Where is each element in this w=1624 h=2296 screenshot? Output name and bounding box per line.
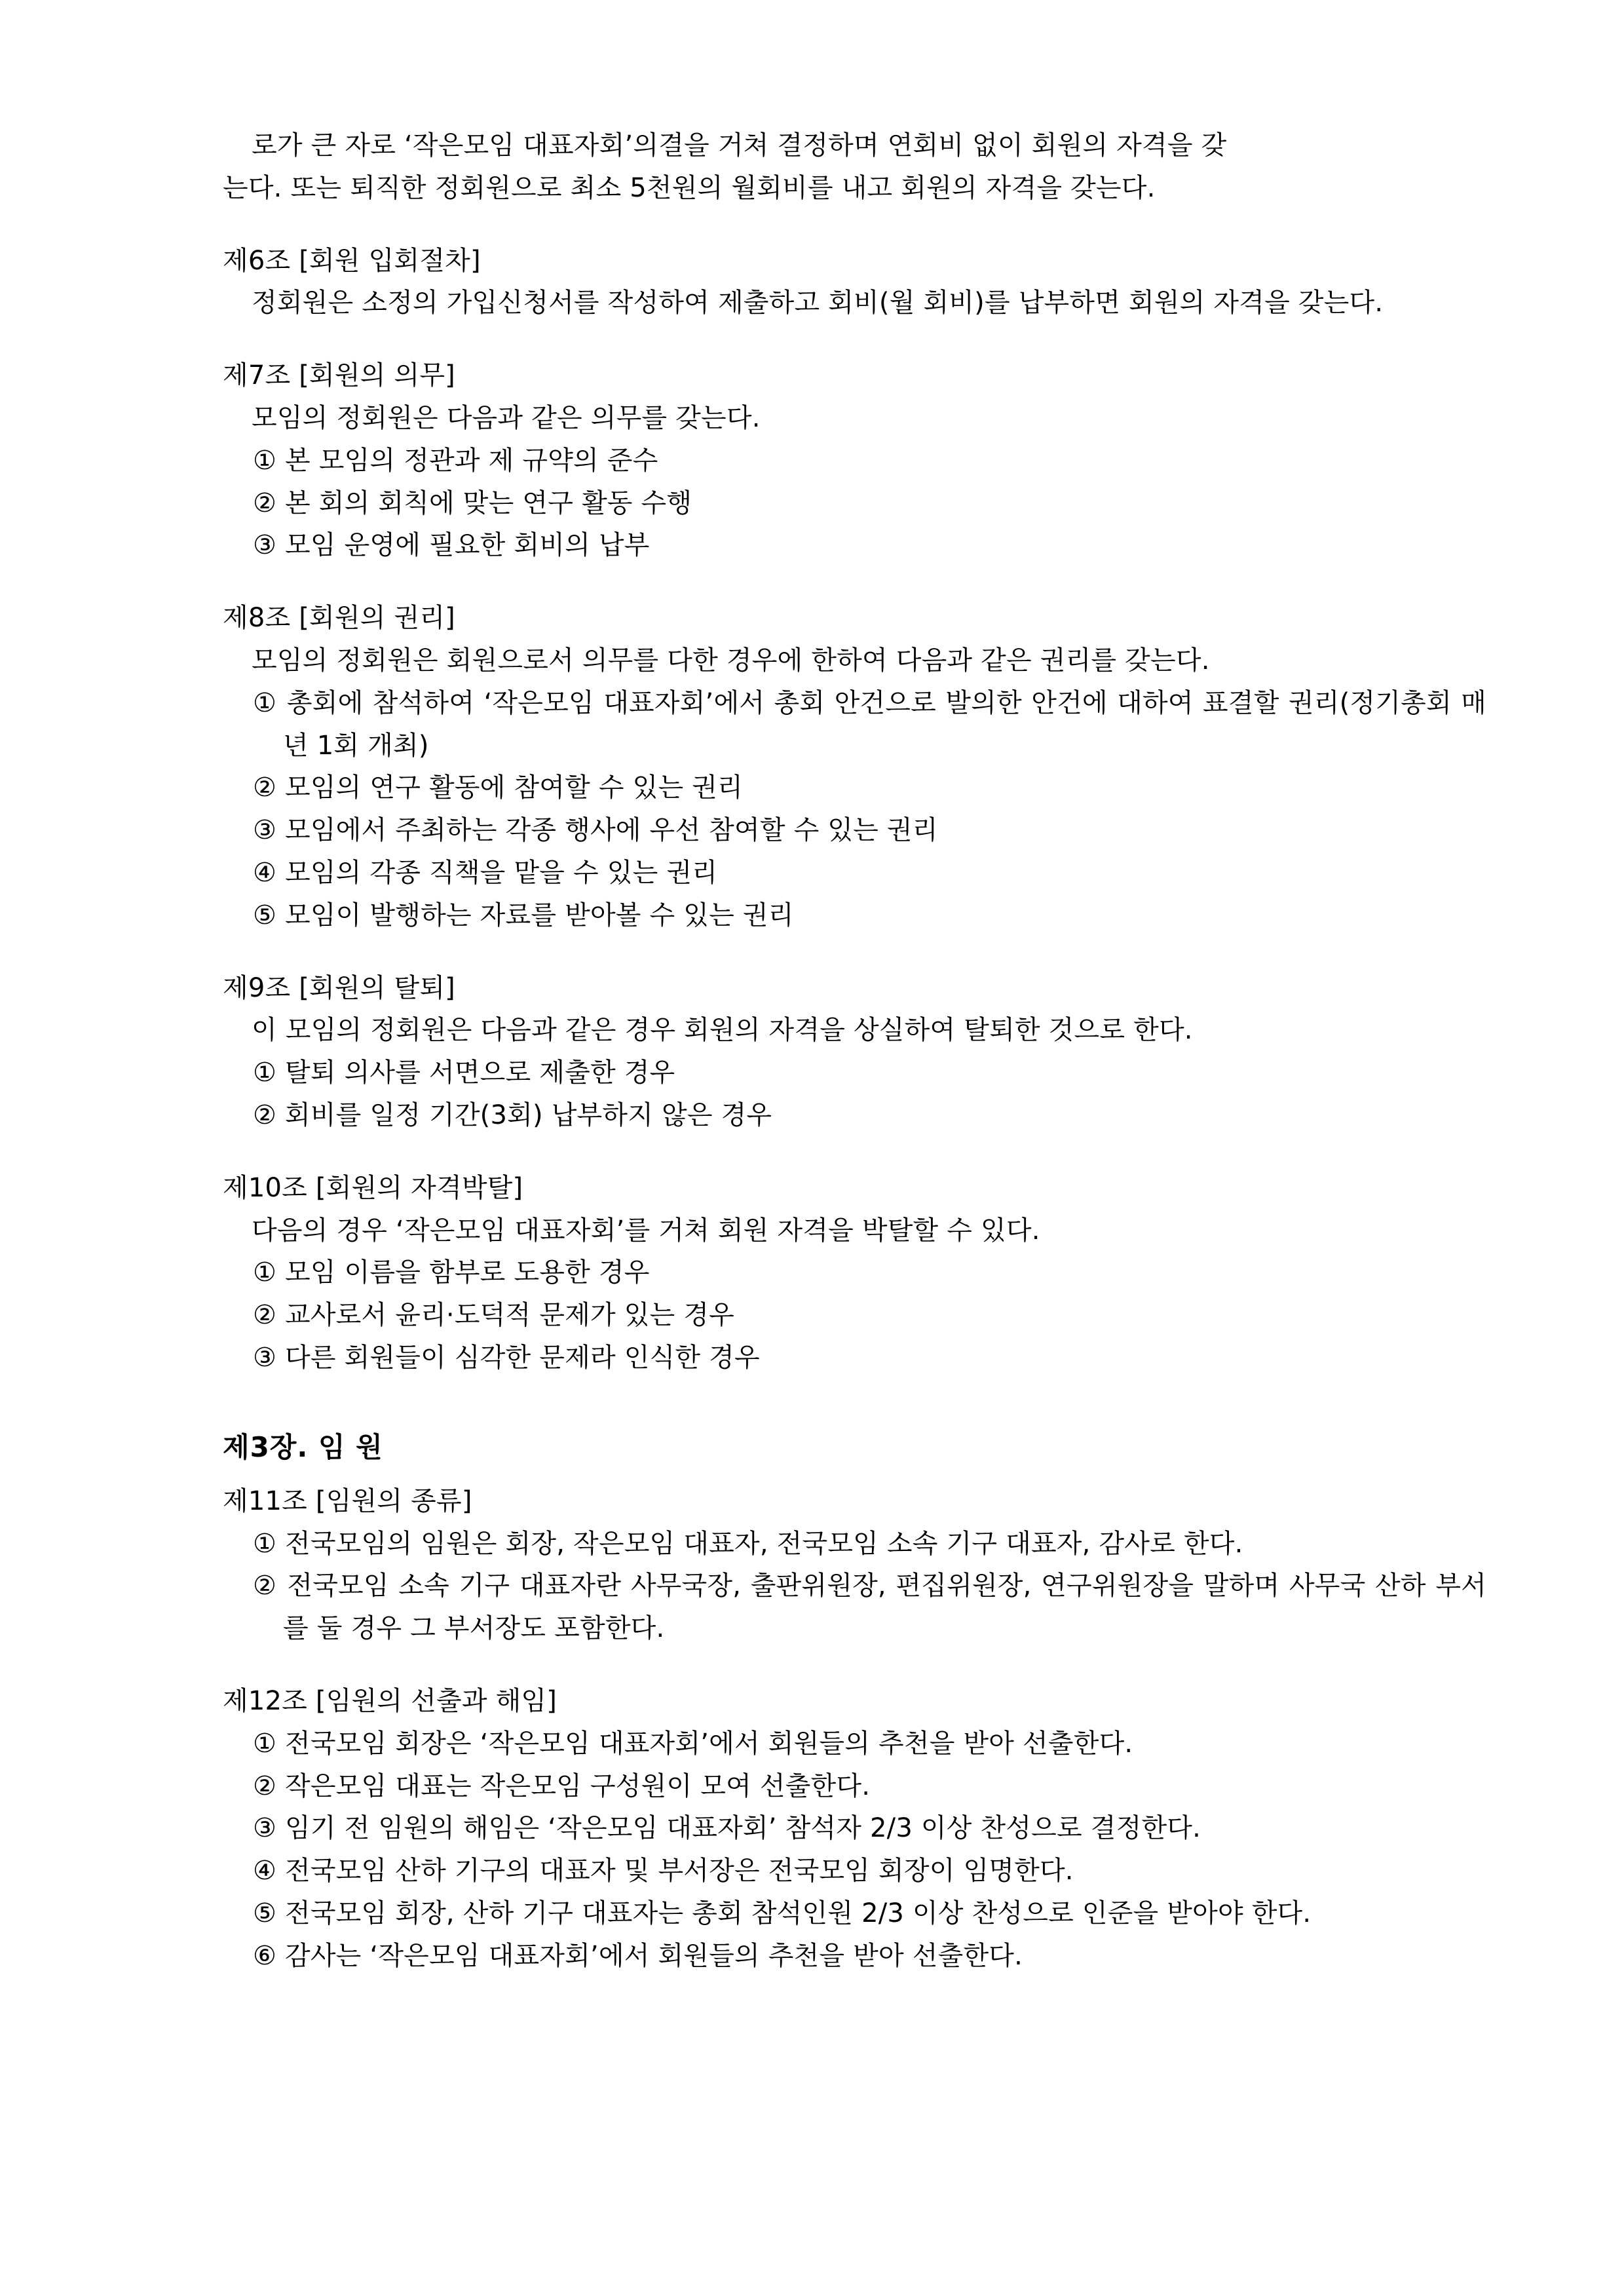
article-item: ⑤ 전국모임 회장, 산하 기구 대표자는 총회 참석인원 2/3 이상 찬성으로 인준을 받아야 한다.	[253, 1898, 1312, 1928]
article-heading: 제10조 [회원의 자격박탈]	[223, 1172, 523, 1203]
intro-paragraph	[223, 124, 1486, 210]
article-item: ③ 임기 전 임원의 해임은 ‘작은모임 대표자회’ 참석자 2/3 이상 찬성으로 결정한다.	[253, 1813, 1201, 1844]
article-block	[223, 967, 1486, 1137]
article-item: ④ 모임의 각종 직책을 맡을 수 있는 권리	[253, 857, 718, 888]
article-item: ③ 모임에서 주최하는 각종 행사에 우선 참여할 수 있는 권리	[253, 815, 938, 846]
chapter-title: 제3장. 임 원	[223, 1430, 383, 1463]
article-heading: 제11조 [임원의 종류]	[223, 1485, 472, 1516]
article-block	[223, 1680, 1486, 1978]
article-item: ① 총회에 참석하여 ‘작은모임 대표자회’에서 총회 안건으로 발의한 안건에 대하여 표결할 권리(정기총회 매년 1회 개최)	[253, 687, 1486, 761]
article-item: ② 전국모임 소속 기구 대표자란 사무국장, 출판위원장, 편집위원장, 연구위원장을 말하며 사무국 산하 부서를 둘 경우 그 부서장도 포함한다.	[253, 1571, 1486, 1644]
article-heading: 제12조 [임원의 선출과 해임]	[223, 1685, 557, 1716]
article-body: 다음의 경우 ‘작은모임 대표자회’를 거쳐 회원 자격을 박탈할 수 있다.	[252, 1215, 1040, 1246]
article-heading: 제8조 [회원의 권리]	[223, 603, 455, 634]
article-item: ⑥ 감사는 ‘작은모임 대표자회’에서 회원들의 추천을 받아 선출한다.	[253, 1940, 1023, 1971]
article-block	[223, 1480, 1486, 1650]
document-body	[223, 124, 1486, 1978]
article-item: ① 모임 이름을 함부로 도용한 경우	[253, 1257, 650, 1288]
article-item: ② 작은모임 대표는 작은모임 구성원이 모여 선출한다.	[253, 1770, 871, 1801]
article-item: ② 모임의 연구 활동에 참여할 수 있는 권리	[253, 773, 743, 803]
article-body: 모임의 정회원은 회원으로서 의무를 다한 경우에 한하여 다음과 같은 권리를 갖는다.	[252, 645, 1210, 676]
article-item: ② 본 회의 회칙에 맞는 연구 활동 수행	[253, 488, 692, 518]
article-item: ④ 전국모임 산하 기구의 대표자 및 부서장은 전국모임 회장이 임명한다.	[253, 1856, 1074, 1886]
article-block	[223, 597, 1486, 936]
article-block	[223, 1167, 1486, 1379]
intro-line-2: 는다. 또는 퇴직한 정회원으로 최소 5천원의 월회비를 내고 회원의 자격을 갖는다.	[223, 172, 1156, 203]
article-item: ① 탈퇴 의사를 서면으로 제출한 경우	[253, 1058, 675, 1088]
article-item: ③ 모임 운영에 필요한 회비의 납부	[253, 530, 650, 561]
intro-line-1: 로가 큰 자로 ‘작은모임 대표자회’의결을 거쳐 결정하며 연회비 없이 회원의 자격을 갖	[252, 130, 1227, 161]
article-body: 이 모임의 정회원은 다음과 같은 경우 회원의 자격을 상실하여 탈퇴한 것으로 한다.	[252, 1015, 1193, 1046]
article-item: ② 교사로서 윤리·도덕적 문제가 있는 경우	[253, 1300, 734, 1331]
article-heading: 제9조 [회원의 탈퇴]	[223, 972, 455, 1003]
article-item: ② 회비를 일정 기간(3회) 납부하지 않은 경우	[253, 1100, 772, 1130]
article-item: ① 본 모임의 정관과 제 규약의 준수	[253, 445, 658, 476]
article-item: ① 전국모임 회장은 ‘작은모임 대표자회’에서 회원들의 추천을 받아 선출한다.	[253, 1728, 1133, 1759]
article-item: ⑤ 모임이 발행하는 자료를 받아볼 수 있는 권리	[253, 900, 794, 930]
article-item: ③ 다른 회원들이 심각한 문제라 인식한 경우	[253, 1342, 760, 1373]
article-body: 모임의 정회원은 다음과 같은 의무를 갖는다.	[252, 402, 761, 433]
article-body: 정회원은 소정의 가입신청서를 작성하여 제출하고 회비(월 회비)를 납부하면 회원의 자격을 갖는다.	[252, 288, 1384, 318]
article-heading: 제6조 [회원 입회절차]	[223, 245, 481, 276]
article-block	[223, 240, 1486, 325]
article-item: ① 전국모임의 임원은 회장, 작은모임 대표자, 전국모임 소속 기구 대표자, 감사로 한다.	[253, 1528, 1243, 1559]
article-heading: 제7조 [회원의 의무]	[223, 360, 455, 391]
article-block	[223, 354, 1486, 567]
